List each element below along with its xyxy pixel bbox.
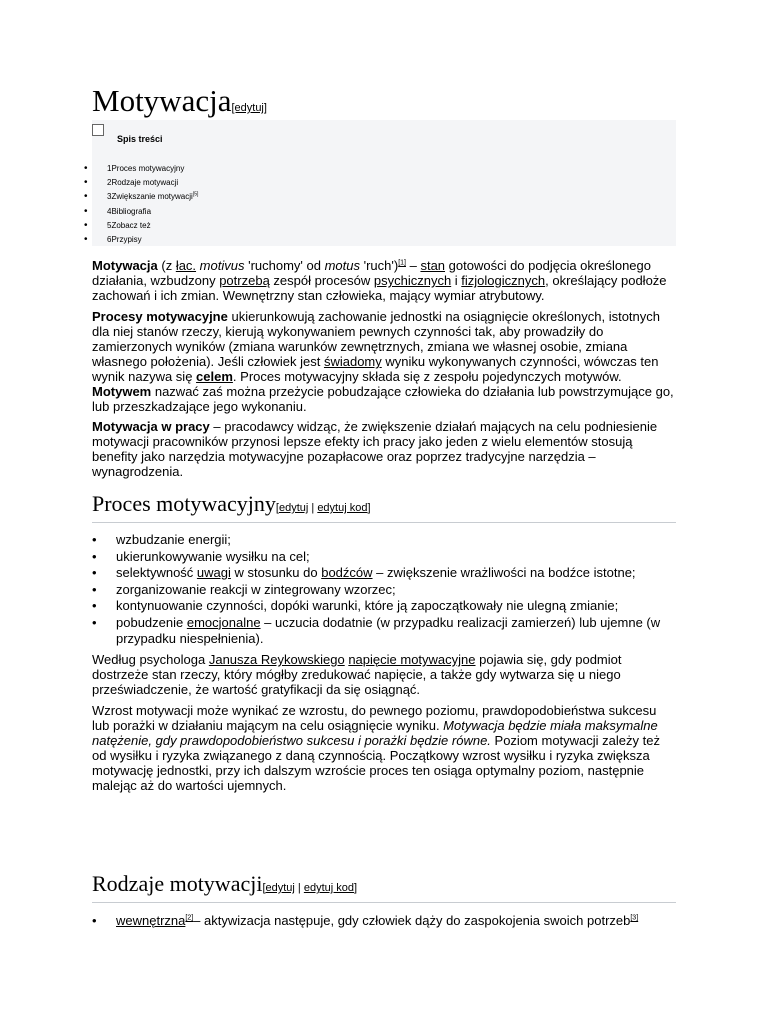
page-title-text: Motywacja [92,83,232,118]
link-bodzcow[interactable]: bodźców [321,565,373,580]
section-edit-links: [edytuj | edytuj kod] [262,882,358,894]
list-item: • wewnętrzna[2]– aktywizacja następuje, gdy człowiek dąży do zaspokojenia swoich potrzeb[3] [92,913,676,930]
processes-paragraph: Procesy motywacyjne ukierunkowują zachowanie jednostki na osiągnięcie określonych, istotnych dla niej stanów rzeczy, kierują wykonywaniem pewnych czynności tak, aby prowadziły do zamierzonych wyników (zmiana warunków zewnętrznych, zmiana we własnej osobie, zmiana własnego położenia). Jeśli człowiek jest świadomy wyniku wykonywanych czynności, wówczas ten wynik nazywa się celem. Proces motywacyjny składa się z zespołu pojedynczych motywów. Motywem nazwać zaś można przeżycie pobudzające człowieka do działania lub powstrzymujące go, lub przeszkadzające jego wykonaniu. [92,309,674,414]
toc-item[interactable]: • 3Zwiększanie motywacji[5] [92,190,198,204]
ref-link[interactable]: [3] [630,914,639,922]
toc-ref[interactable]: [5] [192,191,199,198]
link-napiecie[interactable]: napięcie motywacyjne [348,652,476,667]
toc-list [92,162,198,247]
link-potrzeba[interactable]: potrzebą [219,273,270,288]
section-heading-rodzaje: Rodzaje motywacji[edytuj | edytuj kod] [92,872,676,903]
intro-paragraph: Motywacja (z łac. motivus 'ruchomy' od motus 'ruch')[1] – stan gotowości do podjęcia określonego działania, wzbudzony potrzebą zespół procesów psychicznych i fizjologicznych, określający podłoże zachowań i ich zmian. Wewnętrzny stan człowieka, mający wymiar atrybutowy. [92,258,667,303]
link-celem[interactable]: celem [196,369,233,384]
link-stan[interactable]: stan [420,258,446,273]
section-heading-proces: Proces motywacyjny[edytuj | edytuj kod] [92,492,676,523]
link-wewnetrzna[interactable]: wewnętrzna [116,913,186,928]
toc-item[interactable]: • 5Zobacz też [92,219,198,233]
link-reykowski[interactable]: Janusza Reykowskiego [208,652,345,667]
list-item: • kontynuowanie czynności, dopóki warunki, które ją zapoczątkowały nie ulegną zmianie; [92,598,676,615]
growth-paragraph: Wzrost motywacji może wynikać ze wzrostu, do pewnego poziomu, prawdopodobieństwa sukcesu lub porażki w działaniu mającym na celu osiągnięcie wyniku. Motywacja będzie miała maksymalne natężenie, gdy prawdopodobieństwo sukcesu i porażki będzie równe. Poziom motywacji zależy też od wysiłku i ryzyka związanego z daną czynnością. Początkowy wzrost wysiłku i ryzyka zwiększa motywację jednostki, przy ich dalszym wzroście proces ten osiąga optymalny poziom, następnie malejąc aż do wartości ujemnych. [92,703,660,793]
toc-toggle-checkbox[interactable] [92,124,104,136]
list-item: • pobudzenie emocjonalne – uczucia dodatnie (w przypadku realizacji zamierzeń) lub ujemne (w przypadku niespełnienia). [92,615,676,648]
table-of-contents [92,120,676,246]
link-swiadomy[interactable]: świadomy [323,354,382,369]
work-motivation-paragraph: Motywacja w pracy – pracodawcy widząc, że zwiększenie działań mających na celu podniesienie motywacji pracowników przynosi lepsze efekty ich pracy jako jeden z wielu elementów stosują benefity jako narzędzia motywacyjne pozapłacowe oraz poprzez tradycyjne narzędzia – wynagrodzenia. [92,419,658,479]
list-item: • wzbudzanie energii; [92,532,676,549]
list-item: • selektywność uwagi w stosunku do bodźców – zwiększenie wrażliwości na bodźce istotne; [92,565,676,582]
edit-section-link[interactable]: edytuj [278,502,309,514]
edit-source-link[interactable]: edytuj kod [317,502,368,514]
edit-section-link[interactable]: edytuj [265,882,295,894]
link-lac[interactable]: łac. [175,258,197,273]
link-psychicznych[interactable]: psychicznych [373,273,452,288]
list-item: • zorganizowanie reakcji w zintegrowany wzorzec; [92,582,676,599]
ref-link[interactable]: [2] [185,914,194,922]
link-uwagi[interactable]: uwagi [196,565,231,580]
list-item: • ukierunkowywanie wysiłku na cel; [92,549,676,566]
toc-item[interactable]: • 6Przypisy [92,233,198,247]
types-list [92,913,676,930]
toc-item[interactable]: • 2Rodzaje motywacji [92,176,198,190]
ref-link[interactable]: [1] [398,259,406,267]
process-list [92,532,676,648]
edit-link[interactable]: [edytuj] [231,102,267,114]
section-edit-links: [edytuj | edytuj kod] [275,502,371,514]
toc-title: Spis treści [117,134,163,144]
toc-item[interactable]: • 1Proces motywacyjny [92,162,198,176]
link-fizjologicznych[interactable]: fizjologicznych [461,273,546,288]
edit-source-link[interactable]: edytuj kod [303,882,355,894]
toc-item[interactable]: • 4Bibliografia [92,205,198,219]
reykowski-paragraph: Według psychologa Janusza Reykowskiego napięcie motywacyjne pojawia się, gdy podmiot dostrzeże stan rzeczy, który mógłby zredukować napięcie, a także gdy wytwarza się u niego przeświadczenie, że wartość gratyfikacji da się osiągnąć. [92,652,622,697]
link-emocjonalne[interactable]: emocjonalne [186,614,261,630]
